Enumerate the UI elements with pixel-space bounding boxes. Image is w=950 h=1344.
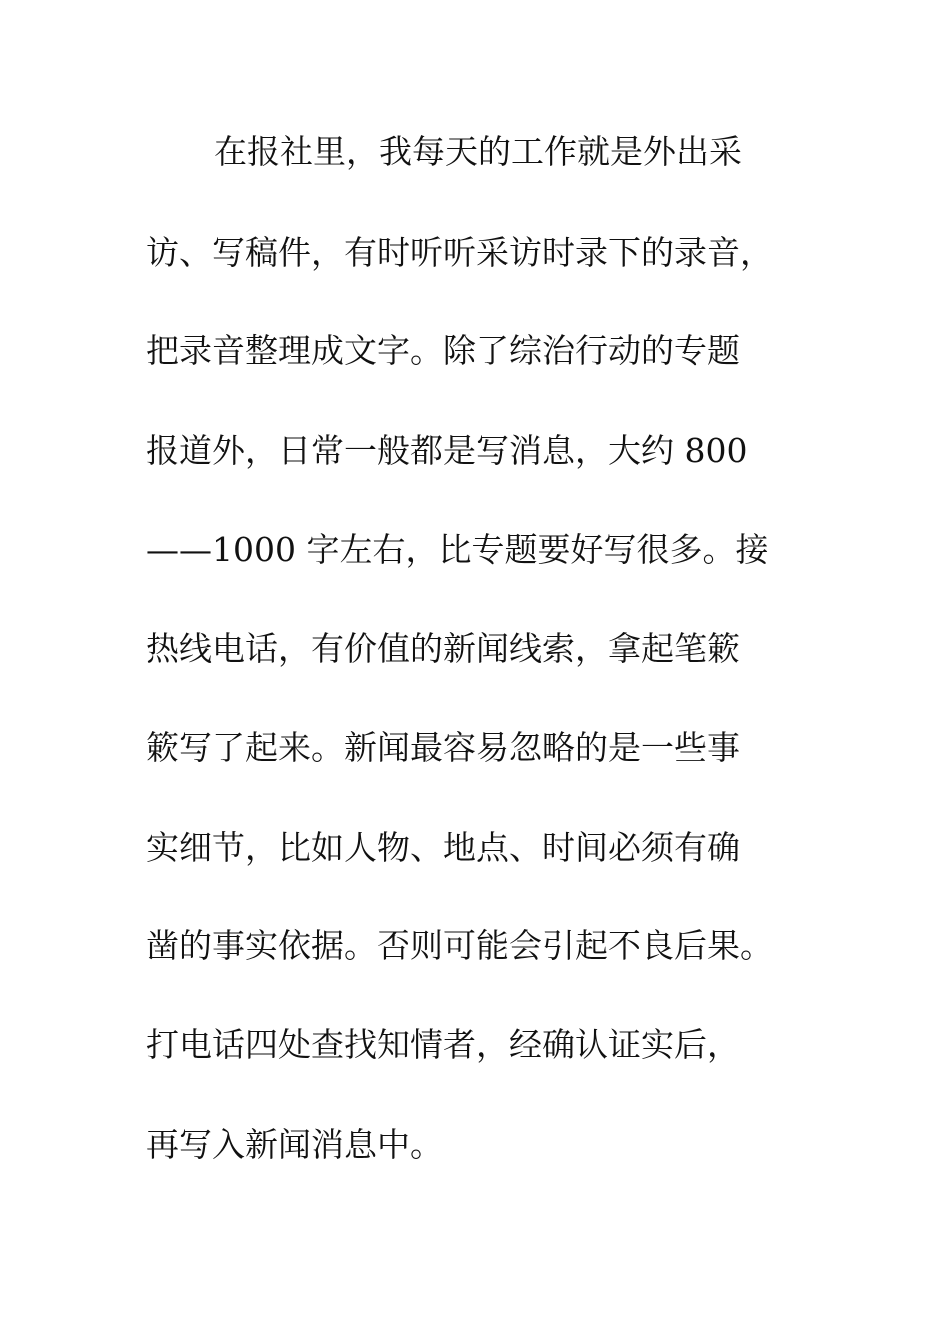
paragraph-line-6: 热线电话，有价值的新闻线索，拿起笔簌 xyxy=(146,629,740,668)
paragraph-line-5: ——1000 字左右，比专题要好写很多。接 xyxy=(146,530,769,569)
paragraph-line-2: 访、写稿件，有时听听采访时录下的录音， xyxy=(146,233,773,272)
paragraph-line-3: 把录音整理成文字。除了综治行动的专题 xyxy=(146,331,740,370)
paragraph-line-11: 再写入新闻消息中。 xyxy=(146,1125,443,1164)
paragraph-line-8: 实细节，比如人物、地点、时间必须有确 xyxy=(146,828,740,867)
paragraph-line-4: 报道外，日常一般都是写消息，大约 800 xyxy=(146,431,748,470)
paragraph-line-9: 凿的事实依据。否则可能会引起不良后果。 xyxy=(146,926,773,965)
paragraph-line-10: 打电话四处查找知情者，经确认证实后， xyxy=(146,1025,740,1064)
paragraph-line-7: 簌写了起来。新闻最容易忽略的是一些事 xyxy=(146,728,740,767)
paragraph-line-1: 在报社里，我每天的工作就是外出采 xyxy=(214,132,742,171)
